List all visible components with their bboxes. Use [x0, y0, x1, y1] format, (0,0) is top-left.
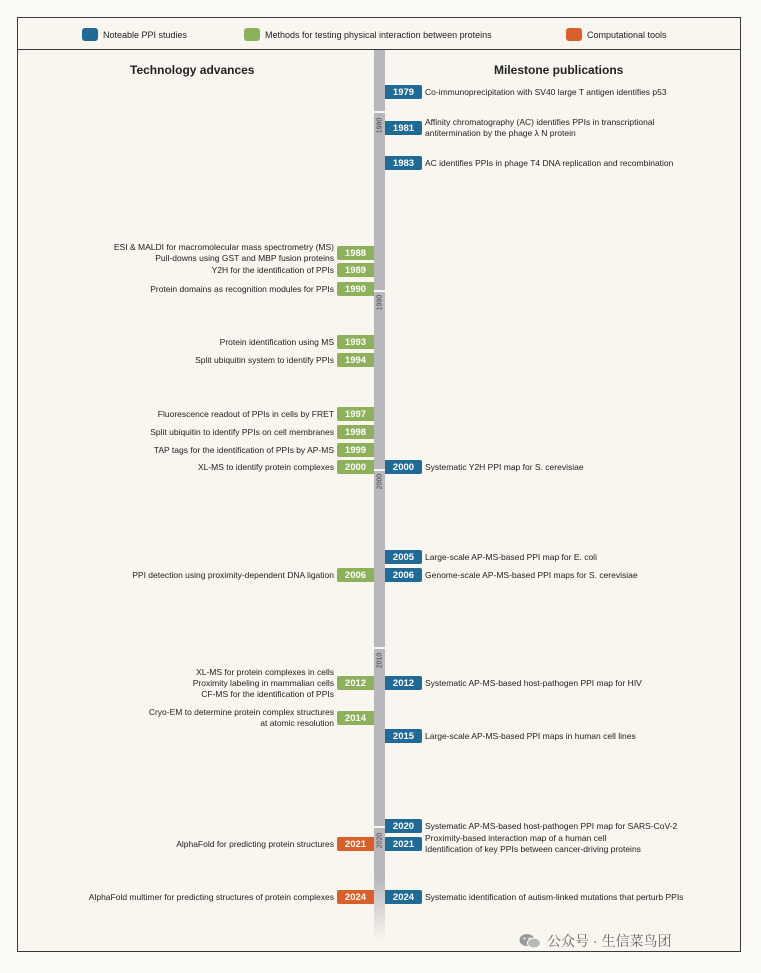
left-year-badge-2024: 2024	[337, 890, 374, 904]
right-year-badge-2024: 2024	[385, 890, 422, 904]
left-year-badge-2021: 2021	[337, 837, 374, 851]
left-entry-text-2000	[198, 462, 334, 473]
right-column-title: Milestone publications	[494, 63, 624, 77]
left-year-badge-2012: 2012	[337, 676, 374, 690]
right-entry-text-2015	[425, 731, 636, 742]
entry-line: Proximity-based interaction map of a human cell	[425, 833, 607, 843]
legend	[18, 18, 740, 50]
right-year-badge-2006: 2006	[385, 568, 422, 582]
left-year-badge-1999: 1999	[337, 443, 374, 457]
entry-line: AC identifies PPIs in phage T4 DNA replication and recombination	[425, 157, 674, 168]
entry-line: Fluorescence readout of PPIs in cells by FRET	[157, 408, 334, 419]
entry-line: Systematic AP-MS-based host-pathogen PPI map for SARS-CoV-2	[425, 820, 678, 831]
entry-line: XL-MS to identify protein complexes	[197, 461, 334, 472]
left-year-badge-1988: 1988	[337, 246, 374, 260]
entry-line: Protein domains as recognition modules for PPIs	[150, 283, 334, 294]
entry-line: Systematic identification of autism-linked mutations that perturb PPIs	[425, 891, 684, 902]
right-entry-text-2024	[425, 892, 683, 903]
left-entry-text-1989	[212, 265, 334, 276]
entry-line: PPI detection using proximity-dependent DNA ligation	[132, 569, 334, 580]
entry-line: Cryo-EM to determine protein complex structures	[148, 707, 334, 717]
entry-line: at atomic resolution	[260, 718, 334, 728]
entry-line: AlphaFold for predicting protein structures	[176, 838, 334, 849]
right-entry-text-2006	[425, 570, 638, 581]
left-entry-text-1988	[114, 242, 334, 264]
left-year-badge-2006: 2006	[337, 568, 374, 582]
left-entry-text-1997	[158, 409, 334, 420]
entry-line: AlphaFold multimer for predicting structures of protein complexes	[88, 891, 334, 902]
left-year-badge-2014: 2014	[337, 711, 374, 725]
legend-item-tools	[566, 28, 667, 41]
right-year-badge-1983: 1983	[385, 156, 422, 170]
decade-label-text: 2020	[375, 832, 383, 848]
left-year-badge-1997: 1997	[337, 407, 374, 421]
right-entry-text-2021	[425, 833, 641, 855]
right-entry-text-2020	[425, 821, 677, 832]
decade-label-text: 1990	[375, 294, 383, 310]
entry-line: Large-scale AP-MS-based PPI maps in human cell lines	[425, 730, 636, 741]
entry-line: Identification of key PPIs between cancer-driving proteins	[425, 844, 641, 854]
left-year-badge-1990: 1990	[337, 282, 374, 296]
decade-label-text: 2010	[375, 652, 383, 668]
legend-swatch-studies	[82, 28, 98, 41]
entry-line: antitermination by the phage λ N protein	[425, 128, 576, 138]
entry-line: Systematic AP-MS-based host-pathogen PPI map for HIV	[425, 677, 642, 688]
left-year-badge-2000: 2000	[337, 460, 374, 474]
right-entry-text-1981	[425, 117, 654, 139]
legend-swatch-methods	[244, 28, 260, 41]
entry-line: Split ubiquitin to identify PPIs on cell membranes	[150, 426, 334, 437]
right-year-badge-2000: 2000	[385, 460, 422, 474]
entry-line: Co-immunoprecipitation with SV40 large T antigen identifies p53	[425, 86, 667, 97]
entry-line: Protein identification using MS	[219, 336, 334, 347]
entry-line: Affinity chromatography (AC) identifies PPIs in transcriptional	[425, 117, 655, 127]
left-entry-text-2014	[149, 707, 334, 729]
right-year-badge-2005: 2005	[385, 550, 422, 564]
wechat-icon	[519, 933, 541, 949]
entry-line: Y2H for the identification of PPIs	[211, 264, 334, 275]
decade-label-2010	[371, 648, 388, 672]
watermark-text: 公众号 · 生信菜鸟团	[547, 933, 672, 949]
left-entry-text-2012	[193, 667, 334, 700]
legend-swatch-tools	[566, 28, 582, 41]
watermark	[519, 931, 671, 951]
entry-line: Pull-downs using GST and MBP fusion proteins	[155, 253, 334, 263]
left-entry-text-1999	[154, 445, 334, 456]
right-year-badge-2021: 2021	[385, 837, 422, 851]
legend-label-tools: Computational tools	[587, 29, 667, 40]
right-entry-text-1979	[425, 87, 667, 98]
legend-label-studies: Noteable PPI studies	[103, 29, 188, 40]
entry-line: Proximity labeling in mammalian cells	[192, 677, 334, 688]
entry-line: Split ubiquitin system to identify PPIs	[195, 354, 334, 365]
entry-line: TAP tags for the identification of PPIs by AP-MS	[153, 444, 334, 455]
left-entry-text-1994	[195, 355, 334, 366]
left-entry-text-2024	[89, 892, 334, 903]
right-year-badge-2015: 2015	[385, 729, 422, 743]
left-column-title: Technology advances	[130, 63, 255, 77]
entry-line: Genome-scale AP-MS-based PPI maps for S. cerevisiae	[425, 569, 638, 580]
right-entry-text-1983	[425, 158, 673, 169]
left-entry-text-2021	[176, 839, 334, 850]
left-year-badge-1994: 1994	[337, 353, 374, 367]
right-year-badge-2012: 2012	[385, 676, 422, 690]
left-year-badge-1993: 1993	[337, 335, 374, 349]
left-entry-text-1998	[150, 427, 334, 438]
right-entry-text-2005	[425, 552, 597, 563]
left-entry-text-2006	[132, 570, 334, 581]
decade-label-text: 2000	[375, 473, 383, 489]
entry-line: Systematic Y2H PPI map for S. cerevisiae	[425, 461, 584, 472]
entry-line: CF-MS for the identification of PPIs	[201, 688, 334, 699]
left-year-badge-1989: 1989	[337, 263, 374, 277]
timeline-axis	[374, 50, 385, 940]
right-entry-text-2012	[425, 678, 642, 689]
left-entry-text-1990	[150, 284, 334, 295]
legend-item-studies	[82, 28, 187, 41]
right-year-badge-1981: 1981	[385, 121, 422, 135]
legend-item-methods	[244, 28, 492, 41]
decade-label-text: 1980	[375, 117, 383, 133]
left-year-badge-1998: 1998	[337, 425, 374, 439]
legend-label-methods: Methods for testing physical interaction between proteins	[265, 29, 492, 40]
left-entry-text-1993	[220, 337, 334, 348]
entry-line: XL-MS for protein complexes in cells	[196, 666, 334, 677]
entry-line: ESI & MALDI for macromolecular mass spectrometry (MS)	[113, 242, 334, 252]
right-year-badge-2020: 2020	[385, 819, 422, 833]
right-year-badge-1979: 1979	[385, 85, 422, 99]
right-entry-text-2000	[425, 462, 584, 473]
entry-line: Large-scale AP-MS-based PPI map for E. coli	[425, 551, 597, 562]
